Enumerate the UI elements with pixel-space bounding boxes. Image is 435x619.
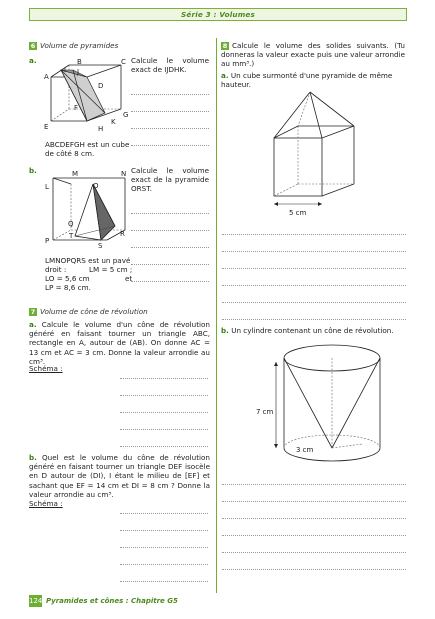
label-f: F — [74, 104, 79, 112]
label-i: I — [64, 66, 67, 74]
ex6b-caption-line3: LM = 5 cm ; — [89, 265, 133, 275]
ex6a-label: a. — [29, 56, 37, 65]
label-p: P — [45, 237, 50, 245]
label-e: E — [44, 123, 49, 131]
label-a: A — [44, 73, 49, 81]
label-k: K — [111, 118, 116, 126]
label-q: Q — [68, 220, 74, 228]
ex8b-text — [221, 326, 405, 335]
cylinder-cone-figure — [250, 340, 390, 470]
ex7a-label: a. — [29, 320, 37, 329]
ex7a-text — [29, 320, 210, 366]
cylinder-radius-label: 3 cm — [296, 446, 314, 454]
ex7a-answer-lines[interactable] — [120, 366, 208, 447]
ex6-number: 6 — [30, 42, 36, 50]
ex7a-question: Calcule le volume d'un cône de révolution généré en faisant tourner un triangle ABC, rectangle en A, autour de (AB). On donne AC = 13 cm et AC = 3 cm. Donne la valeur arrondie au cm³. — [29, 320, 210, 366]
label-c: C — [121, 58, 126, 66]
ex6b-caption-line4: LO = 5,6 cm — [45, 274, 90, 284]
ex7b-label: b. — [29, 453, 37, 462]
ex7b-schema: Schéma : — [29, 499, 63, 508]
cube-side-label: 5 cm — [289, 209, 307, 217]
ex8b-answer-lines[interactable] — [222, 476, 406, 570]
column-divider — [216, 38, 217, 593]
label-b: B — [77, 58, 82, 66]
ex7-title: Volume de cône de révolution — [40, 307, 148, 316]
label-l: L — [45, 183, 49, 191]
ex6b-question: Calcule le volume exact de la pyramide ORST. — [131, 166, 209, 194]
ex6b-caption — [45, 256, 137, 292]
ex6-title: Volume de pyramides — [40, 41, 119, 50]
ex8a-question: Un cube surmonté d'une pyramide de même hauteur. — [221, 71, 393, 90]
label-m: M — [72, 170, 79, 178]
ex6b-caption-line1: LMNOPQRS est un pavé — [45, 256, 131, 265]
ex8-intro: Calcule le volume des solides suivants. (Tu donneras la valeur exacte puis une valeur arrondie au mm³.) — [221, 41, 405, 69]
ex8b-label: b. — [221, 326, 229, 335]
ex6b-answer-lines[interactable] — [131, 197, 209, 282]
label-n: N — [121, 170, 127, 178]
cylinder-height-label: 7 cm — [256, 408, 274, 416]
cube-pyramid-figure — [262, 90, 382, 220]
ex8b-question: Un cylindre contenant un cône de révolution. — [231, 326, 394, 335]
label-d: D — [98, 82, 104, 90]
ex6-heading — [29, 41, 214, 50]
ex7b-answer-lines[interactable] — [120, 503, 208, 582]
ex6b-caption-line6: LP = 8,6 cm. — [45, 283, 91, 293]
label-r: R — [120, 230, 125, 238]
ex8-intro-block — [221, 41, 405, 69]
series-title: Série 3 : Volumes — [181, 10, 255, 19]
ex6a-question: Calcule le volume exact de IJDHK. — [131, 56, 209, 75]
ex8a-text — [221, 71, 405, 89]
ex7b-text — [29, 453, 210, 499]
ex7-heading — [29, 307, 214, 316]
ex7b-question: Quel est le volume du cône de révolution généré en faisant tourner un triangle DEF isocèle en D autour de (DI), I étant le milieu de [EF] et sachant que EF = 14 cm et DI = 8 cm ? Donne la valeur arrondie au cm³. — [29, 453, 210, 499]
ex6a-caption: ABCDEFGH est un cube de côté 8 cm. — [45, 140, 130, 159]
ex7-number: 7 — [30, 308, 36, 316]
ex6b-label: b. — [29, 166, 37, 175]
cuboid-figure — [43, 168, 128, 250]
ex7a-schema: Schéma : — [29, 364, 63, 373]
label-j: J — [77, 68, 80, 76]
ex6b-caption-line2: droit : — [45, 265, 67, 275]
ex6b-caption-line5: et — [125, 274, 133, 284]
label-t: T — [69, 232, 74, 240]
series-header — [29, 8, 407, 21]
ex8a-answer-lines[interactable] — [222, 226, 406, 320]
cube-figure — [43, 57, 128, 139]
page-number: 124 — [29, 597, 43, 605]
ex6a-answer-lines[interactable] — [131, 78, 209, 146]
ex8a-label: a. — [221, 71, 229, 80]
chapter-footer: Pyramides et cônes : Chapitre G5 — [46, 597, 178, 605]
label-g: G — [123, 111, 128, 119]
label-o: O — [93, 182, 99, 190]
label-h: H — [98, 125, 104, 133]
ex8-number: 8 — [222, 42, 228, 50]
label-s: S — [98, 242, 103, 250]
